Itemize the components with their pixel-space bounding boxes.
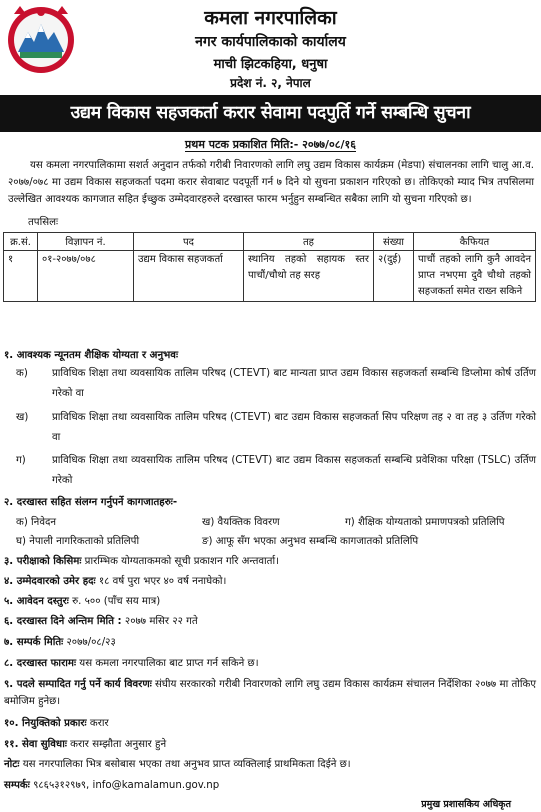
cell-level: स्थानिय तहको सहायक स्तर पाचौं/चौथो तह सरह [244, 251, 374, 302]
office-address: माची झिटकहिया, धनुषा [213, 57, 328, 72]
section-documents-heading: २. दरखास्त सहित संलग्न गर्नुपर्ने कागजातहरुः- [4, 497, 178, 508]
section-age-limit [4, 573, 226, 590]
cell-remarks: पाचौं तहको लागि कुनै आवदेन प्राप्त नभएमा दुवै चौथो तहको सहजकर्ता समेत राख्न सकिने [414, 251, 536, 302]
note-label: नोटः [4, 759, 20, 770]
section-label: ५. आवेदन दस्तुरः [4, 596, 69, 607]
cell-sn: १ [4, 251, 38, 302]
section-label: ९. पदले सम्पादित गर्नु पर्ने कार्य विवरणः [4, 679, 152, 690]
section-fee [4, 593, 160, 610]
section-application-form [4, 655, 259, 672]
section-label: ६. दरखास्त दिने अन्तिम मिति : [4, 616, 122, 627]
office-name: नगर कार्यपालिकाको कार्यालय [195, 34, 346, 50]
contact-label: सम्पर्कः [4, 780, 30, 791]
section-contact-date [4, 634, 116, 651]
table-header-row [4, 233, 536, 251]
doc-item: ख) वैयक्तिक विवरण [202, 517, 280, 528]
intro-paragraph: यस कमला नगरपालिकामा सशर्त अनुदान तर्फको गरीबी निवारणको लागि लघु उद्यम विकास कार्यक्रम (मेडपा) संचालनका लागि चालु आ.व. २०७७/०७८ मा उद्यम विकास सहजकर्ता पदमा करार सेवाबाट पदपूर्ती गर्न ७ दिने यो सुचना प्रकाशन गरिएको छ। तोकिएको म्याद भित्र तपसिलमा उल्लेखित आवश्यक कागजात सहित ईच्छुक उम्मेदवारहरुले दरखास्त फारम भर्नुहुन सम्बन्धित सबैका लागि यो सुचना गरिएको छ। [8, 160, 534, 205]
note-text: यस नगरपालिका भित्र बसोबास भएका तथा अनुभव प्राप्त व्यक्तिलाई प्राथमिकता दिईने छ। [22, 759, 351, 770]
item-label: क) [16, 368, 28, 379]
publish-date [0, 137, 541, 152]
section-deadline [4, 613, 198, 630]
section-job-description [4, 676, 536, 710]
section-text: करार [89, 718, 109, 729]
table-row [4, 251, 536, 302]
section-exam-type [4, 553, 279, 570]
item-text: प्राविधिक शिक्षा तथा व्यवसायिक तालिम परिषद (CTEVT) बाट उद्यम विकास सहजकर्ता सिप परिक्षण तह २ वा तह ३ उर्तिण गरेको वा [52, 412, 536, 443]
municipality-name: कमला नगरपालिका [204, 7, 337, 29]
note [4, 756, 351, 773]
col-header-post: पद [134, 233, 244, 251]
contact-text: ९८६५३१२९७९, info@kamalamun.gov.np [33, 780, 220, 791]
item-text: प्राविधिक शिक्षा तथा व्यवसायिक तालिम परिषद (CTEVT) बाट मान्यता प्राप्त उद्यम विकास सहजकर्ता सम्बन्धि डिप्लोमा कोर्ष उर्तिण गरेको वा [52, 368, 536, 399]
cell-ad-no: ०१-२०७७/०७८ [38, 251, 134, 302]
section-label: ७. सम्पर्क मितिः [4, 637, 64, 648]
qualification-item [16, 451, 536, 491]
section-text: रु. ५०० (पाँच सय मात्र) [72, 596, 161, 607]
section-text: करार सम्झौता अनुसार हुने [70, 739, 167, 750]
item-label: ग) [16, 455, 26, 466]
section-qualification-title [4, 347, 178, 364]
doc-item: ग) शैक्षिक योग्यताको प्रमाणपत्रको प्रतिलिपि [345, 517, 505, 528]
section-text: २०७७ मसिर २२ गते [124, 616, 198, 627]
signature-title: प्रमुख प्रशासकिय अधिकृत [421, 799, 511, 810]
section-label: १०. नियुक्तिको प्रकारः [4, 718, 87, 729]
section-documents-title [4, 494, 177, 511]
doc-item: घ) नेपाली नागरिकताको प्रतिलिपी [16, 536, 140, 547]
item-text: प्राविधिक शिक्षा तथा व्यवसायिक तालिम परिषद (CTEVT) बाट उद्यम विकास सहजकर्ता सम्बन्धि प्रवेशिका परिक्षा (TSLC) उर्तिण गरेको [52, 455, 536, 486]
contact [4, 777, 219, 794]
section-benefits [4, 736, 166, 753]
section-text: प्रारम्भिक योग्यताकमको सूची प्रकाशन गरि अन्तवार्ता। [84, 556, 279, 567]
col-header-ad-no: विज्ञापन नं. [38, 233, 134, 251]
vacancy-table [3, 232, 536, 302]
col-header-count: संख्या [374, 233, 414, 251]
col-header-sn: क्र.सं. [4, 233, 38, 251]
section-text: संघीय सरकारको गरीबी निवारणको लागि लघु उद्यम विकास कार्यक्रम संचालन निर्देशिका २०७७ मा तोकिए बमोजिम हुनेछ। [4, 679, 536, 707]
section-label: ८. दरखास्त फारामः [4, 658, 77, 669]
section-label: ३. परीक्षाको किसिमः [4, 556, 82, 567]
qualification-item [16, 408, 536, 448]
doc-item: ङ) आफू सँग भएका अनुभव सम्बन्धि कागजातको प्रतिलिपि [202, 536, 419, 547]
doc-item: क) निवेदन [16, 517, 57, 528]
section-label: ४. उम्मेदवारको उमेर हदः [4, 576, 96, 587]
section-text: यस कमला नगरपालिका बाट प्राप्त गर्न सकिने छ। [79, 658, 259, 669]
notice-title-banner: उद्यम विकास सहजकर्ता करार सेवामा पदपुर्ति गर्ने सम्बन्धि सुचना [0, 95, 541, 132]
cell-count: २(दुई) [374, 251, 414, 302]
item-label: ख) [16, 412, 29, 423]
header [0, 0, 541, 92]
col-header-remarks: कैफियत [414, 233, 536, 251]
section-label: ११. सेवा सुविधाः [4, 739, 67, 750]
cell-post: उद्यम विकास सहजकर्ता [134, 251, 244, 302]
col-header-level: तह [244, 233, 374, 251]
province: प्रदेश नं. २, नेपाल [230, 76, 311, 90]
qualification-item [16, 364, 536, 404]
section-qualification-heading: १. आवश्यक न्यूनतम शैक्षिक योग्यता र अनुभवः [4, 350, 178, 361]
section-appointment-type [4, 715, 109, 732]
publish-date-text: प्रथम पटक प्रकाशित मिति:- २०७७/०८/१६ [185, 138, 356, 151]
section-text: २०७७/०८/२३ [66, 637, 116, 648]
details-label: तपसिलः [28, 217, 59, 228]
section-text: १८ वर्ष पुरा भएर ४० वर्ष ननाघेको। [98, 576, 227, 587]
